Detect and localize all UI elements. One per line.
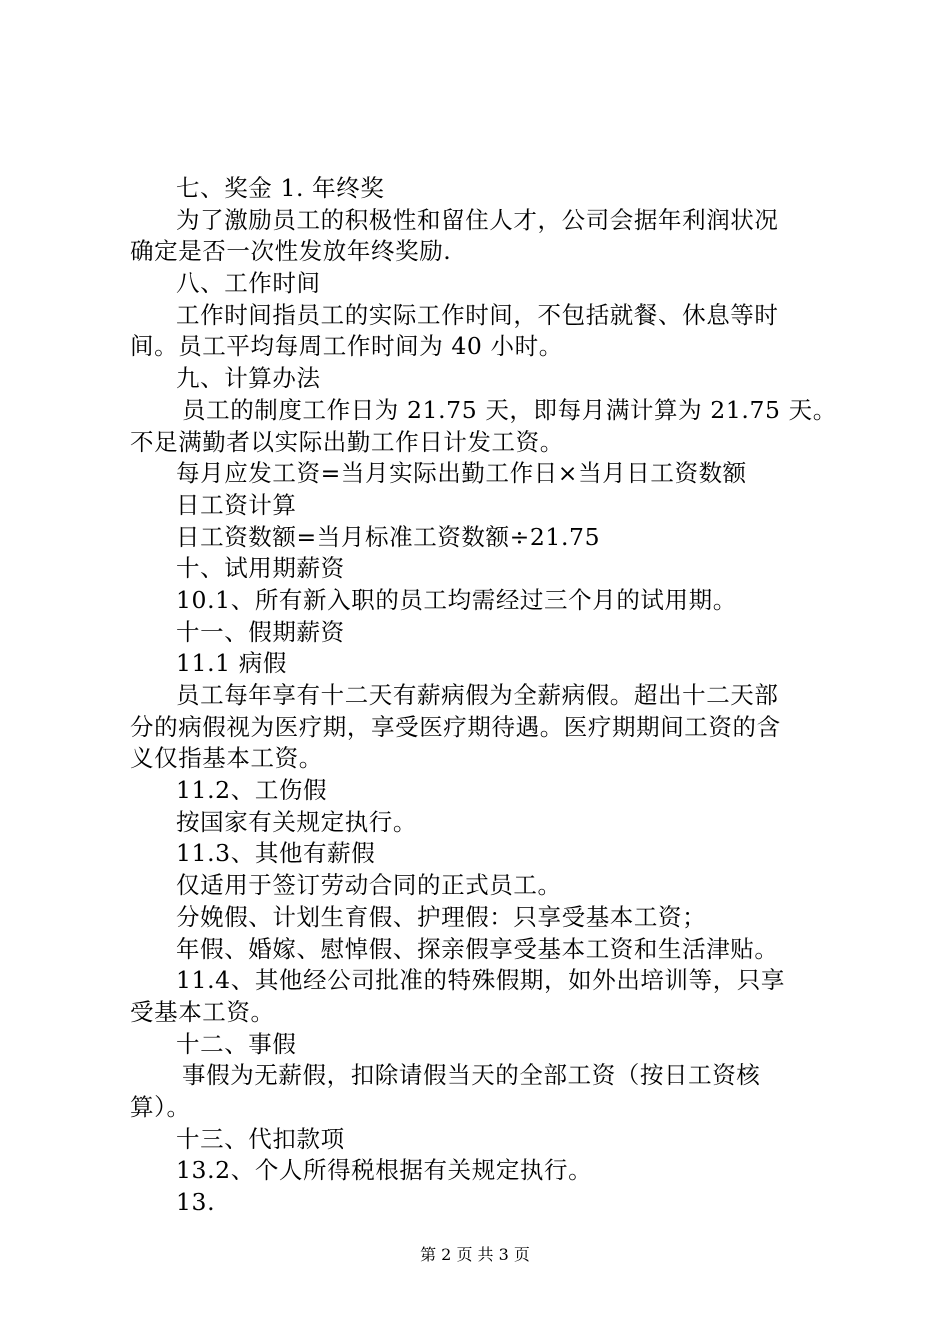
- text-line: 义仅指基本工资。: [130, 744, 323, 773]
- document-body: [130, 173, 837, 1219]
- text-line: 年假、婚嫁、慰悼假、探亲假享受基本工资和生活津贴。: [176, 934, 779, 963]
- text-line: 分娩假、计划生育假、护理假：只享受基本工资；: [176, 902, 707, 931]
- text-line: 八、工作时间: [176, 269, 321, 298]
- text-line: 十、试用期薪资: [176, 554, 345, 583]
- text-line: 不足满勤者以实际出勤工作日计发工资。: [130, 427, 564, 456]
- text-line: 九、计算办法: [176, 364, 321, 393]
- text-line: 13.2、个人所得税根据有关规定执行。: [176, 1156, 593, 1185]
- text-line: 仅适用于签订劳动合同的正式员工。: [176, 871, 562, 900]
- text-line: 员工每年享有十二天有薪病假为全薪病假。超出十二天部: [176, 681, 779, 709]
- text-line: 算）。: [130, 1092, 191, 1121]
- text-line: 为了激励员工的积极性和留住人才，公司会据年利润状况: [176, 205, 779, 234]
- text-line: 日工资数额=当月标准工资数额÷21.75: [176, 522, 601, 551]
- text-line: 确定是否一次性发放年终奖励.: [130, 237, 452, 266]
- text-line: 事假为无薪假，扣除请假当天的全部工资（按日工资核: [182, 1061, 761, 1090]
- text-line: 11.3、其他有薪假: [176, 839, 376, 868]
- text-line: 受基本工资。: [130, 997, 275, 1026]
- text-line: 十一、假期薪资: [176, 617, 345, 646]
- text-line: 11.4、其他经公司批准的特殊假期，如外出培训等，只享: [176, 966, 786, 995]
- text-line: 十二、事假: [176, 1029, 297, 1058]
- text-line: 10.1、所有新入职的员工均需经过三个月的试用期。: [176, 585, 737, 614]
- text-line: 13.: [176, 1188, 216, 1216]
- text-line: 按国家有关规定执行。: [176, 807, 417, 836]
- page-footer: 第 2 页 共 3 页: [420, 1245, 530, 1264]
- text-line: 日工资计算: [176, 490, 297, 519]
- text-line: 间。员工平均每周工作时间为 40 小时。: [130, 332, 563, 361]
- text-line: 十三、代扣款项: [176, 1124, 345, 1153]
- text-line: 七、奖金 1. 年终奖: [176, 174, 385, 202]
- text-line: 11.1 病假: [176, 649, 287, 678]
- text-line: 11.2、工伤假: [176, 776, 328, 805]
- text-line: 每月应发工资=当月实际出勤工作日×当月日工资数额: [176, 459, 747, 488]
- text-line: 分的病假视为医疗期，享受医疗期待遇。医疗期期间工资的含: [130, 712, 781, 741]
- text-line: 员工的制度工作日为 21.75 天，即每月满计算为 21.75 天。: [182, 395, 837, 424]
- text-line: 工作时间指员工的实际工作时间，不包括就餐、休息等时: [176, 300, 779, 329]
